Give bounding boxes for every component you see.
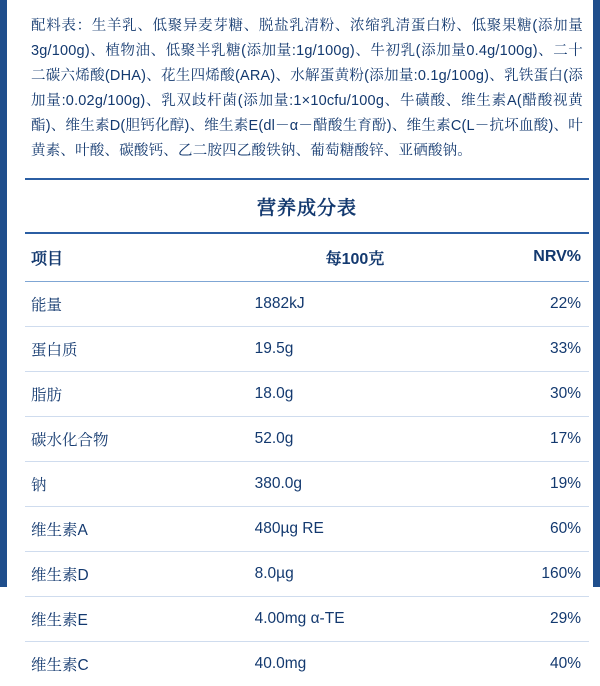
row-nrv: 22% (459, 281, 589, 326)
table-row (25, 551, 589, 596)
row-per100g: 480µg RE (251, 506, 460, 551)
nutrition-table (25, 234, 589, 686)
label-content (25, 0, 589, 674)
table-row (25, 371, 589, 416)
row-per100g: 380.0g (251, 461, 460, 506)
row-item: 蛋白质 (25, 326, 251, 371)
row-nrv: 30% (459, 371, 589, 416)
row-per100g: 4.00mg α-TE (251, 596, 460, 641)
row-per100g: 52.0g (251, 416, 460, 461)
row-item: 维生素A (25, 506, 251, 551)
table-row (25, 326, 589, 371)
ingredients-label: 配料表： (31, 18, 92, 34)
table-row (25, 506, 589, 551)
row-item: 碳水化合物 (25, 416, 251, 461)
row-per100g: 19.5g (251, 326, 460, 371)
row-per100g: 40.0mg (254, 654, 307, 672)
header-nrv: NRV% (459, 234, 589, 282)
row-per100g: 18.0g (251, 371, 460, 416)
row-item: 能量 (25, 281, 251, 326)
row-item: 脂肪 (25, 371, 251, 416)
row-per100g: 1882kJ (251, 281, 460, 326)
nutrition-title: 营养成分表 (25, 180, 589, 234)
ingredients-block (25, 0, 589, 180)
table-row (25, 416, 589, 461)
row-nrv: 29% (459, 596, 589, 641)
row-item: 钠 (25, 461, 251, 506)
row-nrv: 19% (459, 461, 589, 506)
ingredients-text: 生羊乳、低聚异麦芽糖、脱盐乳清粉、浓缩乳清蛋白粉、低聚果糖(添加量3g/100g)、植物油、低聚半乳糖(添加量:1g/100g)、牛初乳(添加量0.4g/100g)、二十二碳六烯酸(DHA)、花生四烯酸(ARA)、水解蛋黄粉(添加量:0.1g/100g)、乳铁蛋白(添加量:0.02g/100g)、乳双歧杆菌(添加量:1×10cfu/100g、牛磺酸、维生素A(醋酸视黄酯)、维生素D(胆钙化醇)、维生素E(dl－α－醋酸生育酚)、维生素C(L－抗坏血酸)、叶黄素、叶酸、碳酸钙、乙二胺四乙酸铁钠、葡萄糖酸锌、亚硒酸钠。 (31, 18, 583, 159)
header-per100g: 每100克 (251, 234, 460, 282)
row-per100g: 8.0µg (251, 551, 460, 596)
table-row (25, 641, 589, 686)
table-row (25, 461, 589, 506)
row-nrv: 17% (459, 416, 589, 461)
header-item: 项目 (25, 234, 251, 282)
row-nrv: 40% (549, 654, 581, 672)
table-row (25, 596, 589, 641)
row-item: 维生素E (25, 596, 251, 641)
table-header-row (25, 234, 589, 282)
row-nrv: 160% (459, 551, 589, 596)
row-item: 维生素D (25, 551, 251, 596)
row-nrv: 60% (459, 506, 589, 551)
row-nrv: 33% (459, 326, 589, 371)
row-item: 维生素C (31, 656, 89, 674)
table-row (25, 281, 589, 326)
